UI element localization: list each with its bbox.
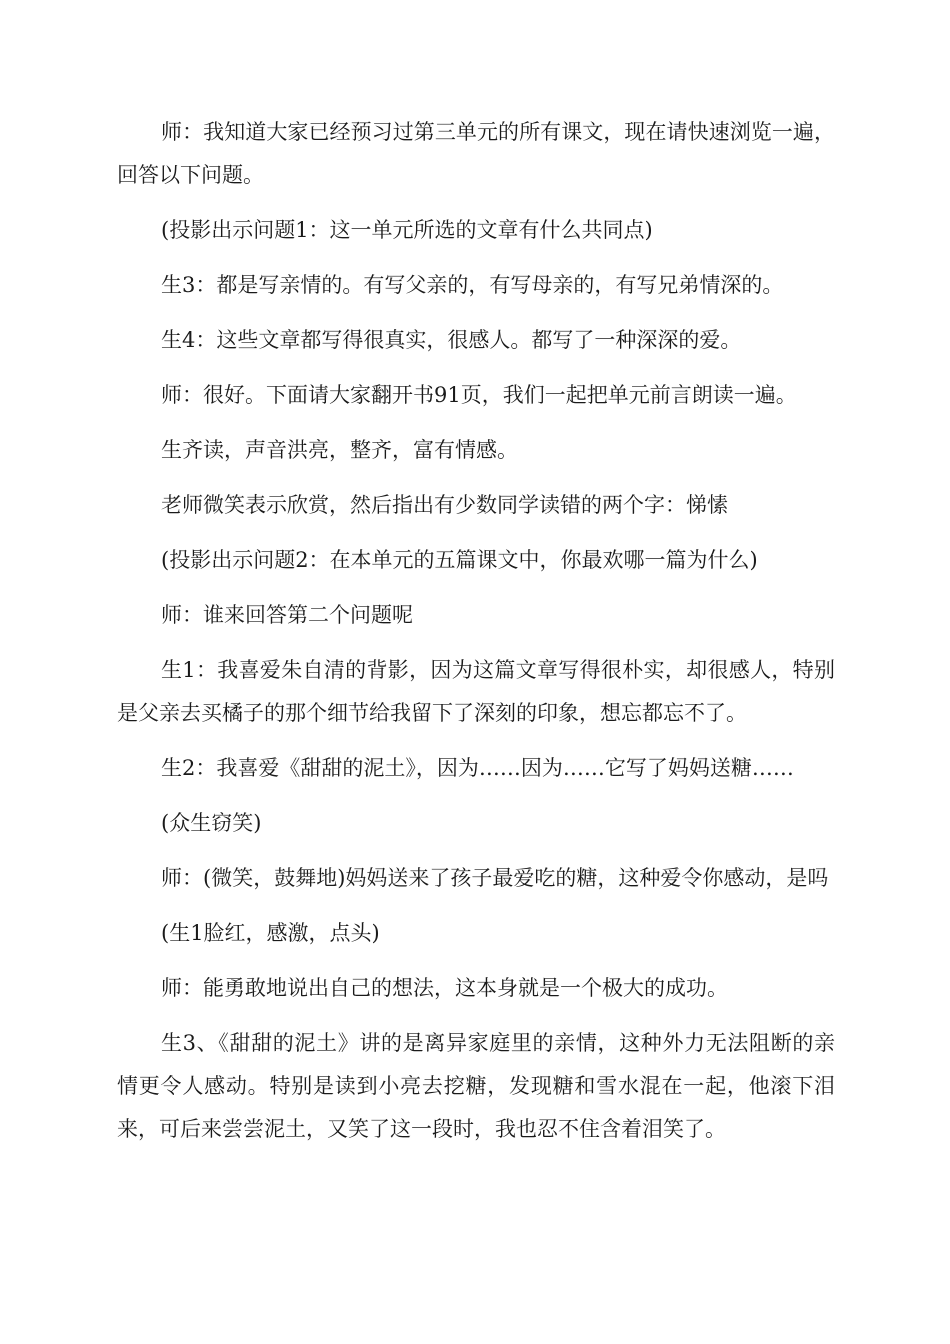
paragraph: (众生窃笑) <box>161 811 262 835</box>
paragraph: 生齐读，声音洪亮，整齐，富有情感。 <box>161 438 518 462</box>
paragraph: (生1脸红，感激，点头) <box>161 921 380 945</box>
paragraph: 生3、《甜甜的泥土》讲的是离异家庭里的亲情，这种外力无法阻断的亲情更令人感动。特别是读到小亮去挖糖，发现糖和雪水混在一起，他滚下泪来，可后来尝尝泥土，又笑了这一段时，我也忍不住含着泪笑了。 <box>117 1031 835 1141</box>
paragraph: 师：(微笑，鼓舞地)妈妈送来了孩子最爱吃的糖，这种爱令你感动，是吗 <box>161 866 829 890</box>
paragraph: 生2：我喜爱《甜甜的泥土》，因为……因为……它写了妈妈送糖…… <box>161 756 794 780</box>
paragraph: 老师微笑表示欣赏，然后指出有少数同学读错的两个字：悌愫 <box>161 493 728 517</box>
paragraph: (投影出示问题2：在本单元的五篇课文中，你最欢哪一篇为什么) <box>161 548 758 572</box>
document-body <box>117 111 835 1163</box>
paragraph: 生4：这些文章都写得很真实，很感人。都写了一种深深的爱。 <box>161 328 742 352</box>
paragraph: 师：我知道大家已经预习过第三单元的所有课文，现在请快速浏览一遍，回答以下问题。 <box>117 120 835 187</box>
paragraph: 师：很好。下面请大家翻开书91页，我们一起把单元前言朗读一遍。 <box>161 383 797 407</box>
paragraph: 师：能勇敢地说出自己的想法，这本身就是一个极大的成功。 <box>161 976 728 1000</box>
paragraph: 师：谁来回答第二个问题呢 <box>161 603 413 627</box>
paragraph: 生3：都是写亲情的。有写父亲的，有写母亲的，有写兄弟情深的。 <box>161 273 784 297</box>
paragraph: 生1：我喜爱朱自清的背影，因为这篇文章写得很朴实，却很感人，特别是父亲去买橘子的那个细节给我留下了深刻的印象，想忘都忘不了。 <box>117 658 835 725</box>
paragraph: (投影出示问题1：这一单元所选的文章有什么共同点) <box>161 218 653 242</box>
